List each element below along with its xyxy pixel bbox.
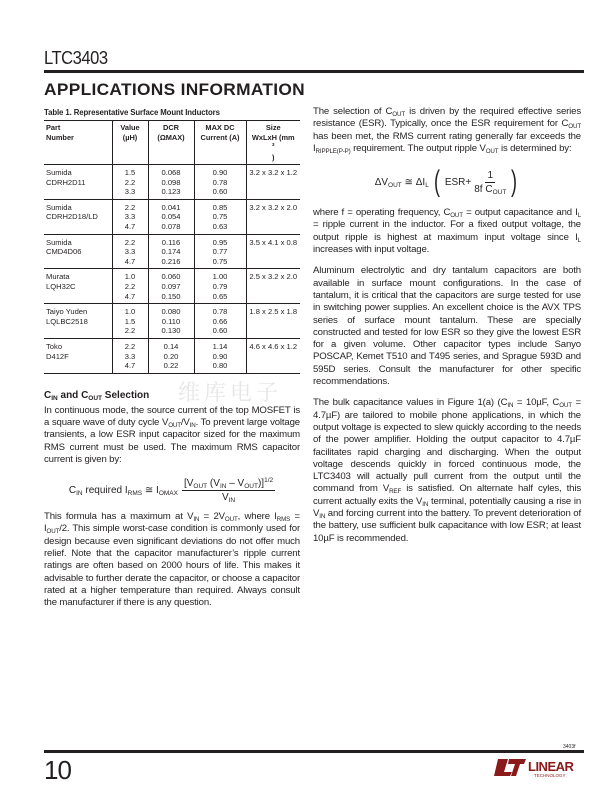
lt-logo-icon xyxy=(494,756,576,778)
svg-text:TECHNOLOGY: TECHNOLOGY xyxy=(534,773,566,778)
paragraph-ripple-definition: where f = operating frequency, $C_{OUT}$ = output capacitance and $I_L$ = ripple current in the inductor. For a fixed output voltage, the output ripple is highest at maximum input voltage since $I_L$ increases with input voltage. xyxy=(313,207,581,256)
table-title: Table 1. Representative Surface Mount Inductors xyxy=(44,108,220,117)
col-dcr: DCR (ΩMAX) xyxy=(148,121,194,165)
page-number: 10 xyxy=(44,755,71,785)
left-paren: ( xyxy=(433,165,440,199)
equation-output-ripple: $\Delta V_{OUT}$ ≅ $\Delta I_L$ ( ESR+ $\frac{1}{8f C_{OUT}}$ ) xyxy=(374,165,518,199)
col-value: Value (µH) xyxy=(112,121,148,165)
svg-text:LINEAR: LINEAR xyxy=(528,759,574,774)
cin-cout-selection-heading: $C_{IN}$ and $C_{OUT}$ Selection xyxy=(44,389,150,402)
paragraph-cout-selection: The selection of $C_{OUT}$ is driven by the required effective series resistance (ESR). Typically, once the ESR requirement for $C_{OUT}$ has been met, the RMS current rating generally far exceeds the $I_{RIPPLE(P-P)}$ requirement. The output ripple $V_{OUT}$ is determined by: xyxy=(313,106,581,155)
watermark: 维库电子 xyxy=(178,381,283,406)
table-row: Toko D412F 2.2 3.3 4.7 0.14 0.20 0.22 1.14 0.90 0.80 4.6 x 4.6 x 1.2 xyxy=(44,338,300,373)
table-row: Sumida CDRH2D11 1.5 2.2 3.3 0.068 0.098 0.123 0.90 0.78 0.60 3.2 x 3.2 x 1.2 xyxy=(44,165,300,200)
col-part-number: Part Number xyxy=(44,121,112,165)
right-paren: ) xyxy=(511,165,518,199)
left-column xyxy=(44,108,300,619)
linear-technology-logo xyxy=(494,756,576,778)
inductor-table xyxy=(44,120,300,374)
col-size: Size WxLxH (mm $^3$ ) xyxy=(246,121,300,165)
paragraph-continuous-mode: In continuous mode, the source current of the top MOSFET is a square wave of duty cycle $V_{OUT}/V_{IN}$. To prevent large voltage transients, a low ESR input capacitor sized for the maximum RMS current must be used. The maximum RMS capacitor current is given by: xyxy=(44,404,300,465)
table-row: Murata LQH32C 1.0 2.2 4.7 0.060 0.097 0.150 1.00 0.79 0.65 2.5 x 3.2 x 2.0 xyxy=(44,269,300,304)
top-rule xyxy=(44,70,584,73)
col-max-dc-current: MAX DC Current (A) xyxy=(194,121,246,165)
table-row: Sumida CMD4D06 2.2 3.3 4.7 0.116 0.174 0.216 0.95 0.77 0.75 3.5 x 4.1 x 0.8 xyxy=(44,234,300,269)
table-header-row xyxy=(44,121,300,165)
section-title: APPLICATIONS INFORMATION xyxy=(44,80,306,99)
paragraph-formula-maximum: This formula has a maximum at $V_{IN} = 2V_{OUT}$, where $I_{RMS} = I_{OUT}/2$. This simple worst-case condition is commonly used for design because even significant deviations do not offer much relief. Note that the capacitor manufacturer’s ripple current ratings are often based on 2000 hours of life. This makes it advisable to further derate the capacitor, or choose a capacitor rated at a higher temperature than required. Always consult the manufacturer if there is any question. xyxy=(44,511,300,609)
paragraph-capacitor-types: Aluminum electrolytic and dry tantalum capacitors are both available in surface mount configurations. In the case of tantalum, it is critical that the capacitors are surge tested for use in switching power supplies. An excellent choice is the AVX TPS series of surface mount tantalum. These are specially constructed and tested for low ESR so they give the lowest ESR for a given volume. Other capacitor types include Sanyo POSCAP, Kemet T510 and T495 series, and Sprague 593D and 595D series. Consult the manufacturer for other specific recommendations. xyxy=(313,265,581,388)
bottom-rule xyxy=(44,750,584,753)
part-number-header: LTC3403 xyxy=(44,48,108,68)
equation-cin-irms: $C_{IN}$ required $I_{RMS}$ ≅ $I_{OMAX}$ $\frac{[V_{OUT} (V_{IN} - V_{OUT})]^{1/2}}{V_{IN}}$ xyxy=(68,477,274,505)
table-row: Sumida CDRH2D18/LD 2.2 3.3 4.7 0.041 0.054 0.078 0.85 0.75 0.63 3.2 x 3.2 x 2.0 xyxy=(44,199,300,234)
document-number: 3403f xyxy=(563,744,576,750)
paragraph-bulk-capacitance: The bulk capacitance values in Figure 1(a) ($C_{IN} = 10\mu F$, $C_{OUT} = 4.7\mu F$) are tailored to mobile phone applications, in which the output voltage is expected to slew quickly according to the needs of the power amplifier. Holding the output capacitor to 4.7µF facilitates rapid charging and discharging. When the output voltage descends quickly in forced continuous mode, the LTC3403 will actually pull current from the output until the command from $V_{REF}$ is satisfied. On alternate half cyles, this current actually exits the $V_{IN}$ terminal, potentially causing a rise in $V_{IN}$ and forcing current into the battery. To prevent deterioration of the battery, use sufficient bulk capacitance with low ESR; at least 10µF is recommended. xyxy=(313,397,582,544)
table-row: Taiyo Yuden LQLBC2518 1.0 1.5 2.2 0.080 0.110 0.130 0.78 0.66 0.60 1.8 x 2.5 x 1.8 xyxy=(44,304,300,339)
right-column xyxy=(313,106,581,554)
